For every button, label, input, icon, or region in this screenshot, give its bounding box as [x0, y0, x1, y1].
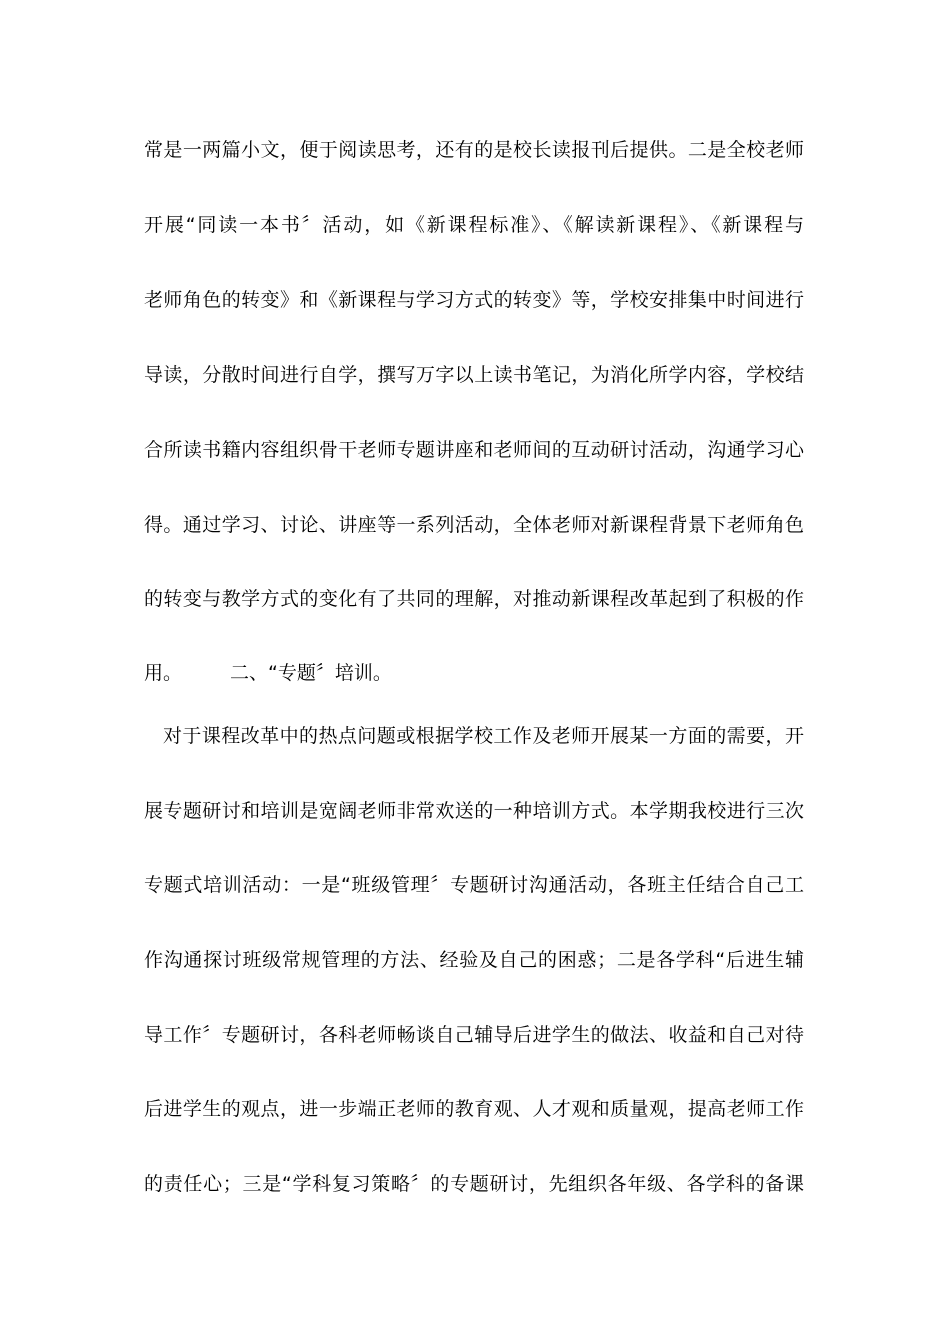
paragraph-line: 导读，分散时间进行自学，撰写万字以上读书笔记，为消化所学内容，学校结 [144, 364, 804, 386]
paragraph-line: 展专题研讨和培训是宽阔老师非常欢送的一种培训方式。本学期我校进行三次 [144, 800, 804, 822]
paragraph-line: 后进学生的观点，进一步端正老师的教育观、人才观和质量观，提高老师工作 [144, 1098, 804, 1120]
paragraph-line: 开展“同读一本书〞活动，如《新课程标准》、《解读新课程》、《新课程与 [144, 214, 804, 236]
paragraph-line: 合所读书籍内容组织骨干老师专题讲座和老师间的互动研讨活动，沟通学习心 [144, 439, 804, 461]
paragraph-line: 专题式培训活动：一是“班级管理〞专题研讨沟通活动，各班主任结合自己工 [144, 874, 804, 896]
paragraph-line: 常是一两篇小文，便于阅读思考，还有的是校长读报刊后提供。二是全校老师 [144, 139, 804, 161]
paragraph-line: 导工作〞专题研讨，各科老师畅谈自己辅导后进学生的做法、收益和自己对待 [144, 1024, 804, 1046]
paragraph-end-line [144, 658, 804, 688]
paragraph-line: 的转变与教学方式的变化有了共同的理解，对推动新课程改革起到了积极的作 [144, 588, 804, 610]
paragraph-line: 老师角色的转变》和《新课程与学习方式的转变》等，学校安排集中时间进行 [144, 289, 804, 311]
paragraph-line: 对于课程改革中的热点问题或根据学校工作及老师开展某一方面的需要，开 [163, 725, 804, 747]
paragraph-line: 得。通过学习、讨论、讲座等一系列活动，全体老师对新课程背景下老师角色 [144, 514, 804, 536]
paragraph-line: 的责任心；三是“学科复习策略〞的专题研讨，先组织各年级、各学科的备课 [144, 1173, 804, 1195]
section-heading: 二、“专题〞培训。 [230, 662, 392, 684]
paragraph-line: 作沟通探讨班级常规管理的方法、经验及自己的困惑；二是各学科“后进生辅 [144, 949, 804, 971]
paragraph-end-text: 用。 [144, 662, 183, 684]
